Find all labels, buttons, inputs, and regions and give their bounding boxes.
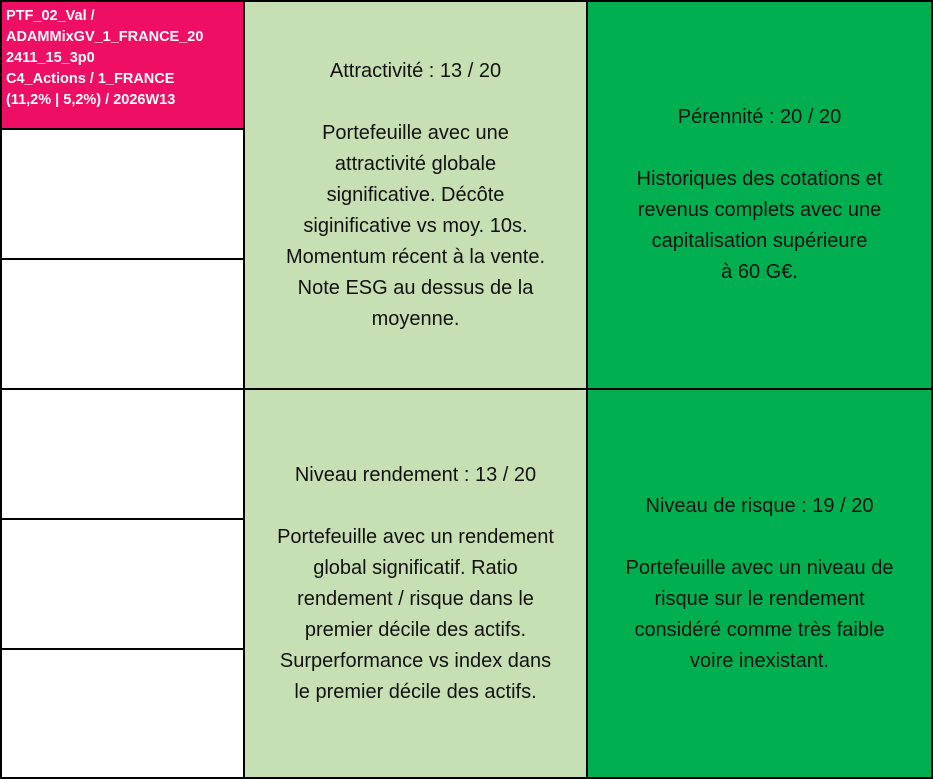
blank-cell <box>0 128 245 260</box>
portfolio-id-line: C4_Actions / 1_FRANCE <box>6 71 175 87</box>
attractivite-text-line: moyenne. <box>371 307 460 330</box>
risque-title: Niveau de risque : 19 / 20 <box>645 494 874 517</box>
attractivite-title: Attractivité : 13 / 20 <box>329 59 502 82</box>
portfolio-id-line: 2411_15_3p0 <box>6 50 95 66</box>
risque-text-line: voire inexistant. <box>690 649 829 672</box>
attractivite-text-line: significative. Décôte <box>326 183 505 206</box>
risque-text-line: risque sur le rendement <box>654 587 865 610</box>
attractivite-text-line: Portefeuille avec une <box>322 121 509 144</box>
attractivite-text-line: Momentum récent à la vente. <box>285 245 545 268</box>
attractivite-panel <box>243 0 588 390</box>
perennite-text-line: Historiques des cotations et <box>636 168 883 190</box>
perennite-panel <box>586 0 933 390</box>
portfolio-id-line: ADAMMixGV_1_FRANCE_20 <box>6 29 204 45</box>
perennite-text-line: capitalisation supérieure <box>651 230 868 252</box>
rendement-text-line: premier décile des actifs. <box>304 618 527 641</box>
attractivite-text-line: Note ESG au dessus de la <box>297 276 534 299</box>
blank-cell <box>0 518 245 650</box>
rendement-text-line: Portefeuille avec un rendement <box>277 525 554 548</box>
portfolio-id-line: (11,2% | 5,2%) / 2026W13 <box>6 92 176 108</box>
portfolio-id-line: PTF_02_Val / <box>6 8 95 24</box>
blank-cell <box>0 388 245 520</box>
rendement-panel <box>243 388 588 779</box>
portfolio-id-cell <box>0 0 245 130</box>
rendement-text-line: rendement / risque dans le <box>297 587 534 610</box>
blank-cell <box>0 258 245 390</box>
rendement-text-line: le premier décile des actifs. <box>294 680 537 703</box>
risque-text-line: considéré comme très faible <box>634 618 885 641</box>
blank-cell <box>0 648 245 779</box>
risque-panel <box>586 388 933 779</box>
perennite-text-line: revenus complets avec une <box>637 199 882 221</box>
attractivite-text-line: siginificative vs moy. 10s. <box>303 214 528 237</box>
perennite-title: Pérennité : 20 / 20 <box>677 106 842 128</box>
risque-text-line: Portefeuille avec un niveau de <box>625 556 894 579</box>
rendement-text-line: Surperformance vs index dans <box>279 649 552 672</box>
rendement-text-line: global significatif. Ratio <box>313 556 518 579</box>
rendement-title: Niveau rendement : 13 / 20 <box>294 463 537 486</box>
perennite-text-line: à 60 G€. <box>721 261 798 283</box>
attractivite-text-line: attractivité globale <box>334 152 497 175</box>
